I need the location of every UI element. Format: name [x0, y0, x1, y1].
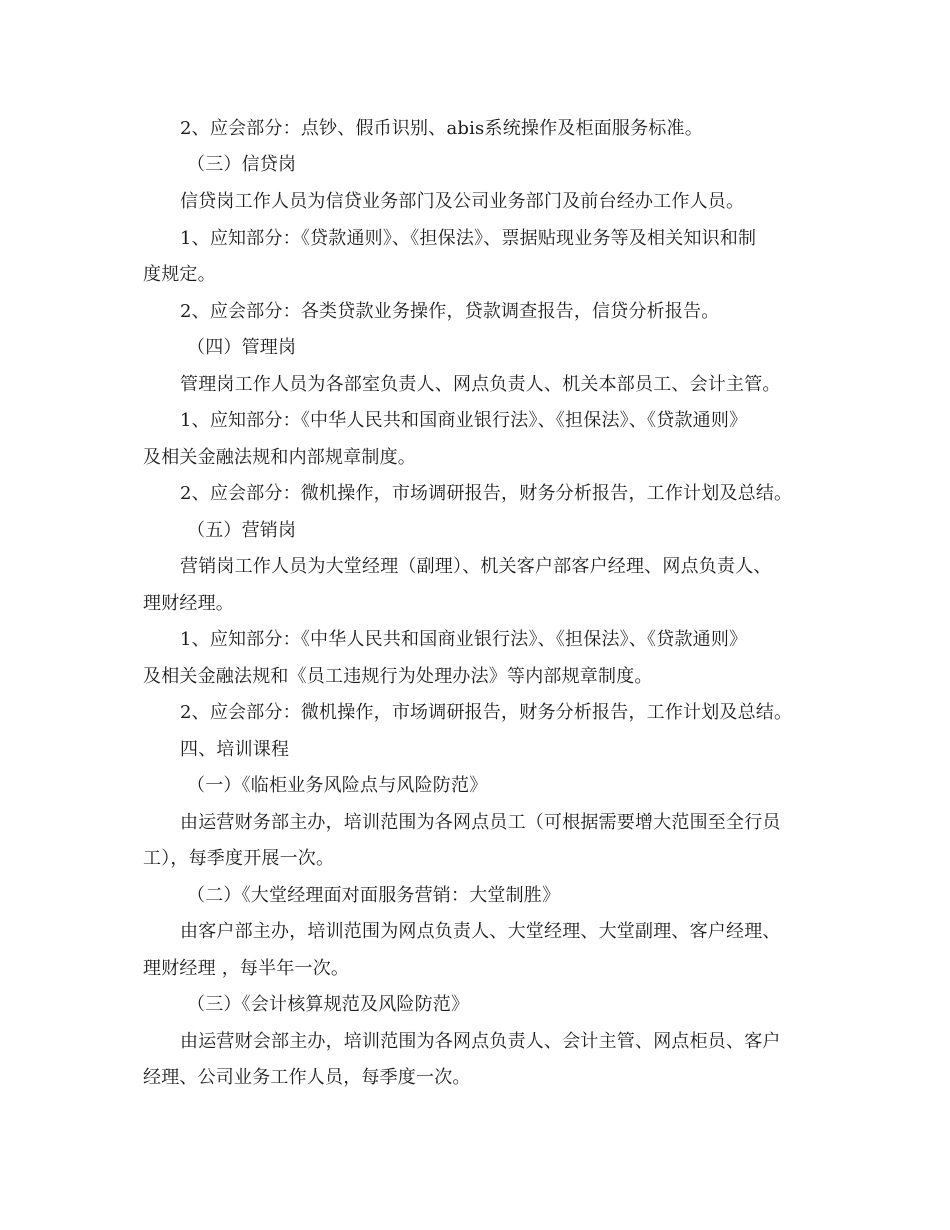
paragraph-line: 理财经理 ，每半年一次。	[143, 958, 350, 979]
paragraph-line: 理财经理。	[143, 593, 234, 614]
paragraph-line: 度规定。	[143, 264, 216, 285]
course-title: （一）《临柜业务风险点与风险防范》	[187, 775, 488, 796]
paragraph-line: 经理、公司业务工作人员，每季度一次。	[143, 1067, 471, 1088]
paragraph-line: 2、应会部分：微机操作，市场调研报告，财务分析报告，工作计划及总结。	[180, 483, 793, 504]
paragraph-line: 1、应知部分：《中华人民共和国商业银行法》、《担保法》、《贷款通则》	[180, 410, 748, 431]
paragraph-line: 及相关金融法规和《员工违规行为处理办法》等内部规章制度。	[143, 666, 653, 687]
paragraph-line: 管理岗工作人员为各部室负责人、网点负责人、机关本部员工、会计主管。	[180, 374, 781, 395]
paragraph-line: 1、应知部分：《中华人民共和国商业银行法》、《担保法》、《贷款通则》	[180, 629, 748, 650]
paragraph-line: 1、应知部分：《贷款通则》、《担保法》、票据贴现业务等及相关知识和制	[180, 228, 757, 249]
section-heading: （五）营销岗	[187, 520, 297, 541]
paragraph-line: 及相关金融法规和内部规章制度。	[143, 447, 416, 468]
paragraph-line: 营销岗工作人员为大堂经理（副理）、机关客户部客户经理、网点负责人、	[180, 556, 772, 577]
section-heading: 四、培训课程	[180, 739, 290, 760]
paragraph-line: 信贷岗工作人员为信贷业务部门及公司业务部门及前台经办工作人员。	[180, 191, 745, 212]
section-heading: （四）管理岗	[187, 337, 297, 358]
paragraph-line: 2、应会部分：各类贷款业务操作，贷款调查报告，信贷分析报告。	[180, 301, 720, 322]
course-title: （二）《大堂经理面对面服务营销：大堂制胜》	[187, 885, 561, 906]
paragraph-line: 2、应会部分：点钞、假币识别、abis系统操作及柜面服务标准。	[180, 118, 703, 139]
paragraph-line: 由客户部主办，培训范围为网点负责人、大堂经理、大堂副理、客户经理、	[180, 921, 781, 942]
course-title: （三）《会计核算规范及风险防范》	[187, 994, 470, 1015]
paragraph-line: 由运营财务部主办，培训范围为各网点员工（可根据需要增大范围至全行员	[180, 812, 781, 833]
paragraph-line: 由运营财会部主办，培训范围为各网点负责人、会计主管、网点柜员、客户	[180, 1031, 781, 1052]
paragraph-line: 工），每季度开展一次。	[143, 848, 335, 869]
paragraph-line: 2、应会部分：微机操作，市场调研报告，财务分析报告，工作计划及总结。	[180, 702, 793, 723]
section-heading: （三）信贷岗	[187, 154, 297, 175]
